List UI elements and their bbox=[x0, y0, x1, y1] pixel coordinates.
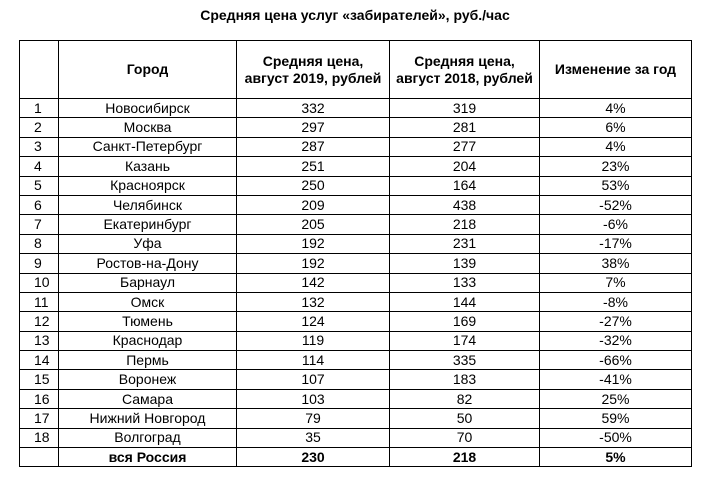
header-price-2019: Средняя цена, август 2019, рублей bbox=[237, 41, 390, 99]
row-price-2019: 209 bbox=[237, 195, 390, 214]
row-change: 4% bbox=[540, 99, 692, 118]
table-row bbox=[20, 99, 692, 118]
row-change: -17% bbox=[540, 234, 692, 253]
row-price-2019: 119 bbox=[237, 331, 390, 350]
row-city: Ростов-на-Дону bbox=[59, 254, 237, 273]
row-city: Челябинск bbox=[59, 195, 237, 214]
row-num: 16 bbox=[20, 389, 59, 408]
row-price-2019: 251 bbox=[237, 157, 390, 176]
row-price-2019: 103 bbox=[237, 389, 390, 408]
row-price-2018: 82 bbox=[390, 389, 540, 408]
row-change: 6% bbox=[540, 118, 692, 137]
row-change: -32% bbox=[540, 331, 692, 350]
header-row bbox=[20, 41, 692, 99]
table-row bbox=[20, 389, 692, 408]
table-row bbox=[20, 254, 692, 273]
row-price-2018: 70 bbox=[390, 428, 540, 447]
row-price-2019: 142 bbox=[237, 273, 390, 292]
table-row bbox=[20, 351, 692, 370]
row-change: 23% bbox=[540, 157, 692, 176]
table-row bbox=[20, 215, 692, 234]
row-price-2018: 183 bbox=[390, 370, 540, 389]
table-row bbox=[20, 137, 692, 156]
total-price-2018: 218 bbox=[390, 448, 540, 467]
row-change: 59% bbox=[540, 409, 692, 428]
row-price-2018: 164 bbox=[390, 176, 540, 195]
row-change: -41% bbox=[540, 370, 692, 389]
row-change: -66% bbox=[540, 351, 692, 370]
row-price-2018: 50 bbox=[390, 409, 540, 428]
row-city: Казань bbox=[59, 157, 237, 176]
row-change: 4% bbox=[540, 137, 692, 156]
table-row bbox=[20, 428, 692, 447]
row-num: 2 bbox=[20, 118, 59, 137]
row-price-2019: 107 bbox=[237, 370, 390, 389]
row-price-2018: 204 bbox=[390, 157, 540, 176]
row-price-2019: 192 bbox=[237, 234, 390, 253]
total-row bbox=[20, 448, 692, 467]
table-row bbox=[20, 331, 692, 350]
row-price-2019: 35 bbox=[237, 428, 390, 447]
table-row bbox=[20, 195, 692, 214]
row-city: Волгоград bbox=[59, 428, 237, 447]
row-price-2018: 139 bbox=[390, 254, 540, 273]
row-city: Новосибирск bbox=[59, 99, 237, 118]
row-num: 10 bbox=[20, 273, 59, 292]
row-change: 53% bbox=[540, 176, 692, 195]
row-price-2018: 335 bbox=[390, 351, 540, 370]
row-num: 8 bbox=[20, 234, 59, 253]
row-num: 17 bbox=[20, 409, 59, 428]
table-body bbox=[20, 99, 692, 467]
total-change: 5% bbox=[540, 448, 692, 467]
row-num: 14 bbox=[20, 351, 59, 370]
row-num: 1 bbox=[20, 99, 59, 118]
row-price-2018: 319 bbox=[390, 99, 540, 118]
row-change: -8% bbox=[540, 292, 692, 311]
header-price-2018: Средняя цена, август 2018, рублей bbox=[390, 41, 540, 99]
row-price-2019: 332 bbox=[237, 99, 390, 118]
header-change: Изменение за год bbox=[540, 41, 692, 99]
row-city: Санкт-Петербург bbox=[59, 137, 237, 156]
row-city: Екатеринбург bbox=[59, 215, 237, 234]
table-row bbox=[20, 157, 692, 176]
row-num: 3 bbox=[20, 137, 59, 156]
table-row bbox=[20, 176, 692, 195]
row-num: 4 bbox=[20, 157, 59, 176]
table-row bbox=[20, 273, 692, 292]
row-price-2018: 231 bbox=[390, 234, 540, 253]
total-city: вся Россия bbox=[59, 448, 237, 467]
header-num bbox=[20, 41, 59, 99]
row-price-2019: 250 bbox=[237, 176, 390, 195]
row-city: Тюмень bbox=[59, 312, 237, 331]
header-city: Город bbox=[59, 41, 237, 99]
row-city: Самара bbox=[59, 389, 237, 408]
row-city: Москва bbox=[59, 118, 237, 137]
row-city: Уфа bbox=[59, 234, 237, 253]
row-price-2018: 218 bbox=[390, 215, 540, 234]
row-price-2019: 79 bbox=[237, 409, 390, 428]
row-num: 9 bbox=[20, 254, 59, 273]
row-price-2019: 114 bbox=[237, 351, 390, 370]
row-city: Барнаул bbox=[59, 273, 237, 292]
row-city: Воронеж bbox=[59, 370, 237, 389]
price-table bbox=[19, 40, 692, 467]
row-city: Краснодар bbox=[59, 331, 237, 350]
row-price-2018: 133 bbox=[390, 273, 540, 292]
row-price-2019: 205 bbox=[237, 215, 390, 234]
row-num: 13 bbox=[20, 331, 59, 350]
row-city: Нижний Новгород bbox=[59, 409, 237, 428]
row-price-2018: 277 bbox=[390, 137, 540, 156]
table-row bbox=[20, 234, 692, 253]
table-row bbox=[20, 312, 692, 331]
row-num: 7 bbox=[20, 215, 59, 234]
row-price-2019: 287 bbox=[237, 137, 390, 156]
row-price-2019: 132 bbox=[237, 292, 390, 311]
row-price-2018: 174 bbox=[390, 331, 540, 350]
row-num: 12 bbox=[20, 312, 59, 331]
row-city: Красноярск bbox=[59, 176, 237, 195]
table-row bbox=[20, 292, 692, 311]
row-price-2018: 438 bbox=[390, 195, 540, 214]
row-change: -6% bbox=[540, 215, 692, 234]
row-price-2019: 124 bbox=[237, 312, 390, 331]
row-price-2019: 297 bbox=[237, 118, 390, 137]
row-num: 6 bbox=[20, 195, 59, 214]
row-num: 18 bbox=[20, 428, 59, 447]
row-price-2019: 192 bbox=[237, 254, 390, 273]
row-change: 38% bbox=[540, 254, 692, 273]
total-num bbox=[20, 448, 59, 467]
table-row bbox=[20, 409, 692, 428]
row-change: -50% bbox=[540, 428, 692, 447]
row-city: Пермь bbox=[59, 351, 237, 370]
row-num: 5 bbox=[20, 176, 59, 195]
row-price-2018: 144 bbox=[390, 292, 540, 311]
row-price-2018: 169 bbox=[390, 312, 540, 331]
row-change: 25% bbox=[540, 389, 692, 408]
row-change: -52% bbox=[540, 195, 692, 214]
row-num: 11 bbox=[20, 292, 59, 311]
row-change: 7% bbox=[540, 273, 692, 292]
row-num: 15 bbox=[20, 370, 59, 389]
total-price-2019: 230 bbox=[237, 448, 390, 467]
row-city: Омск bbox=[59, 292, 237, 311]
table-row bbox=[20, 370, 692, 389]
row-change: -27% bbox=[540, 312, 692, 331]
row-price-2018: 281 bbox=[390, 118, 540, 137]
table-row bbox=[20, 118, 692, 137]
page-title: Средняя цена услуг «забирателей», руб./час bbox=[200, 7, 510, 23]
